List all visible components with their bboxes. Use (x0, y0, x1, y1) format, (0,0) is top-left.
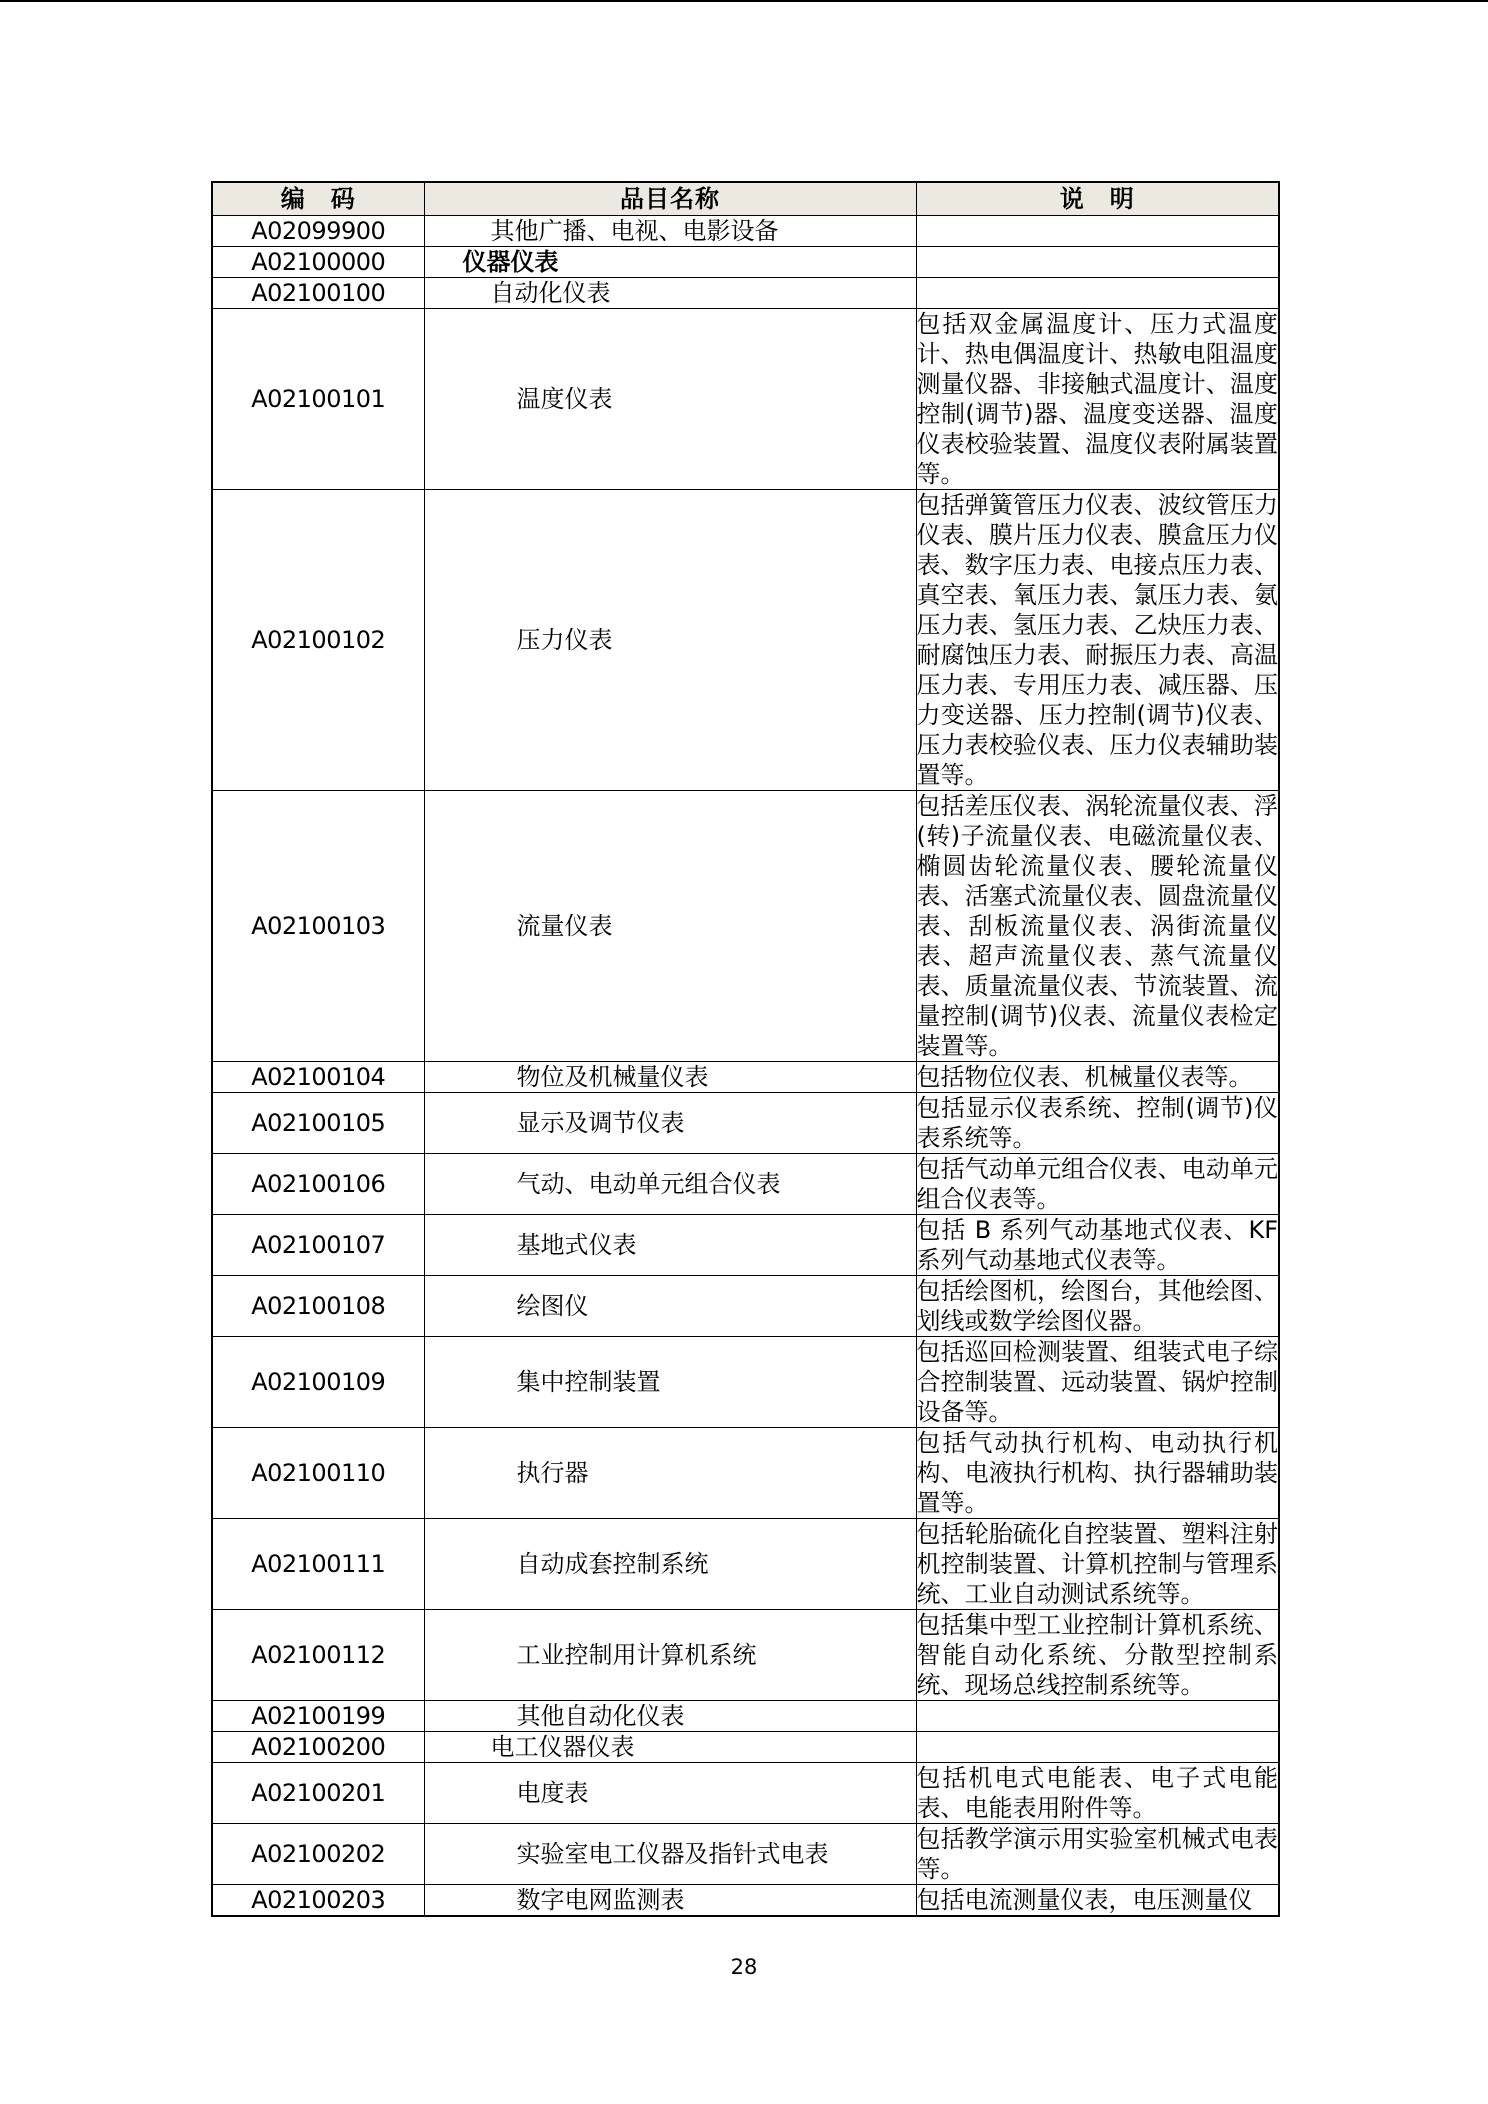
table-row (212, 1519, 1279, 1610)
item-description: 包括电流测量仪表，电压测量仪 (916, 1885, 1279, 1917)
table-row (212, 1763, 1279, 1824)
table-row (212, 1276, 1279, 1337)
header-code: 编 码 (212, 182, 424, 216)
item-description: 包括弹簧管压力仪表、波纹管压力仪表、膜片压力仪表、膜盒压力仪表、数字压力表、电接点压力表、真空表、氧压力表、氯压力表、氨压力表、氢压力表、乙炔压力表、耐腐蚀压力表、耐振压力表、高温压力表、专用压力表、减压器、压力变送器、压力控制(调节)仪表、压力表校验仪表、压力仪表辅助装置等。 (916, 491, 1278, 789)
item-description: 包括双金属温度计、压力式温度计、热电偶温度计、热敏电阻温度测量仪器、非接触式温度计、温度控制(调节)器、温度变送器、温度仪表校验装置、温度仪表附属装置等。 (916, 310, 1278, 488)
table-row (212, 1824, 1279, 1885)
item-name: 数字电网监测表 (424, 1885, 916, 1917)
item-name: 执行器 (424, 1428, 916, 1519)
item-description: 包括集中型工业控制计算机系统、智能自动化系统、分散型控制系统、现场总线控制系统等。 (916, 1611, 1278, 1699)
item-name: 流量仪表 (424, 791, 916, 1062)
item-code: A02100000 (212, 247, 424, 278)
item-description: 包括绘图机，绘图台，其他绘图、划线或数学绘图仪器。 (916, 1277, 1278, 1335)
item-code: A02100105 (212, 1093, 424, 1154)
item-description: 包括显示仪表系统、控制(调节)仪表系统等。 (916, 1094, 1278, 1152)
item-code: A02100109 (212, 1337, 424, 1428)
item-name: 自动化仪表 (424, 278, 916, 309)
item-code: A02100100 (212, 278, 424, 309)
item-name: 物位及机械量仪表 (424, 1062, 916, 1093)
item-code: A02100111 (212, 1519, 424, 1610)
item-code: A02100106 (212, 1154, 424, 1215)
header-name: 品目名称 (424, 182, 916, 216)
table-row (212, 278, 1279, 309)
item-name: 其他广播、电视、电影设备 (424, 216, 916, 247)
item-name: 工业控制用计算机系统 (424, 1610, 916, 1701)
item-description: 包括 B 系列气动基地式仪表、KF 系列气动基地式仪表等。 (916, 1216, 1278, 1274)
item-code: A02100201 (212, 1763, 424, 1824)
item-code: A02100103 (212, 791, 424, 1062)
table-row (212, 1428, 1279, 1519)
table-row (212, 1215, 1279, 1276)
item-name: 实验室电工仪器及指针式电表 (424, 1824, 916, 1885)
table-row (212, 1062, 1279, 1093)
table-row (212, 216, 1279, 247)
header-desc: 说 明 (916, 182, 1279, 216)
item-code: A02100202 (212, 1824, 424, 1885)
table-row (212, 1337, 1279, 1428)
item-description: 包括气动执行机构、电动执行机构、电液执行机构、执行器辅助装置等。 (916, 1429, 1278, 1517)
item-code: A02100108 (212, 1276, 424, 1337)
item-code: A02100112 (212, 1610, 424, 1701)
item-description: 包括差压仪表、涡轮流量仪表、浮(转)子流量仪表、电磁流量仪表、椭圆齿轮流量仪表、腰轮流量仪表、活塞式流量仪表、圆盘流量仪表、刮板流量仪表、涡街流量仪表、超声流量仪表、蒸气流量仪表、质量流量仪表、节流装置、流量控制(调节)仪表、流量仪表检定装置等。 (916, 792, 1278, 1060)
item-description (916, 216, 1279, 247)
page-number: 28 (730, 1955, 758, 1979)
item-description (916, 278, 1279, 309)
item-name: 压力仪表 (424, 490, 916, 791)
item-name: 显示及调节仪表 (424, 1093, 916, 1154)
table-row (212, 490, 1279, 791)
item-description (916, 1701, 1279, 1732)
item-name: 仪器仪表 (424, 247, 916, 278)
table-row (212, 791, 1279, 1062)
item-description: 包括物位仪表、机械量仪表等。 (916, 1062, 1279, 1093)
item-name: 电度表 (424, 1763, 916, 1824)
item-name: 气动、电动单元组合仪表 (424, 1154, 916, 1215)
item-name: 自动成套控制系统 (424, 1519, 916, 1610)
table-row (212, 1093, 1279, 1154)
item-description (916, 1732, 1279, 1763)
item-description: 包括轮胎硫化自控装置、塑料注射机控制装置、计算机控制与管理系统、工业自动测试系统等。 (916, 1520, 1278, 1608)
table-row (212, 1732, 1279, 1763)
item-code: A02100110 (212, 1428, 424, 1519)
item-description: 包括机电式电能表、电子式电能表、电能表用附件等。 (916, 1764, 1278, 1822)
item-name: 其他自动化仪表 (424, 1701, 916, 1732)
table-row (212, 247, 1279, 278)
catalog-table (211, 181, 1280, 1917)
item-description: 包括气动单元组合仪表、电动单元组合仪表等。 (916, 1155, 1278, 1213)
table-row (212, 1610, 1279, 1701)
table-row (212, 1154, 1279, 1215)
item-code: A02100101 (212, 309, 424, 490)
item-description: 包括教学演示用实验室机械式电表等。 (916, 1825, 1278, 1883)
item-name: 温度仪表 (424, 309, 916, 490)
table-header-row (212, 182, 1279, 216)
table-row (212, 1885, 1279, 1917)
item-code: A02100200 (212, 1732, 424, 1763)
item-name: 电工仪器仪表 (424, 1732, 916, 1763)
item-code: A02100199 (212, 1701, 424, 1732)
item-code: A02100104 (212, 1062, 424, 1093)
item-name: 基地式仪表 (424, 1215, 916, 1276)
item-code: A02099900 (212, 216, 424, 247)
table-row (212, 1701, 1279, 1732)
item-code: A02100107 (212, 1215, 424, 1276)
item-description (916, 247, 1279, 278)
item-code: A02100102 (212, 490, 424, 791)
top-border-line (0, 0, 1488, 2)
item-name: 集中控制装置 (424, 1337, 916, 1428)
item-name: 绘图仪 (424, 1276, 916, 1337)
item-code: A02100203 (212, 1885, 424, 1917)
item-description: 包括巡回检测装置、组装式电子综合控制装置、远动装置、锅炉控制设备等。 (916, 1338, 1278, 1426)
table-row (212, 309, 1279, 490)
